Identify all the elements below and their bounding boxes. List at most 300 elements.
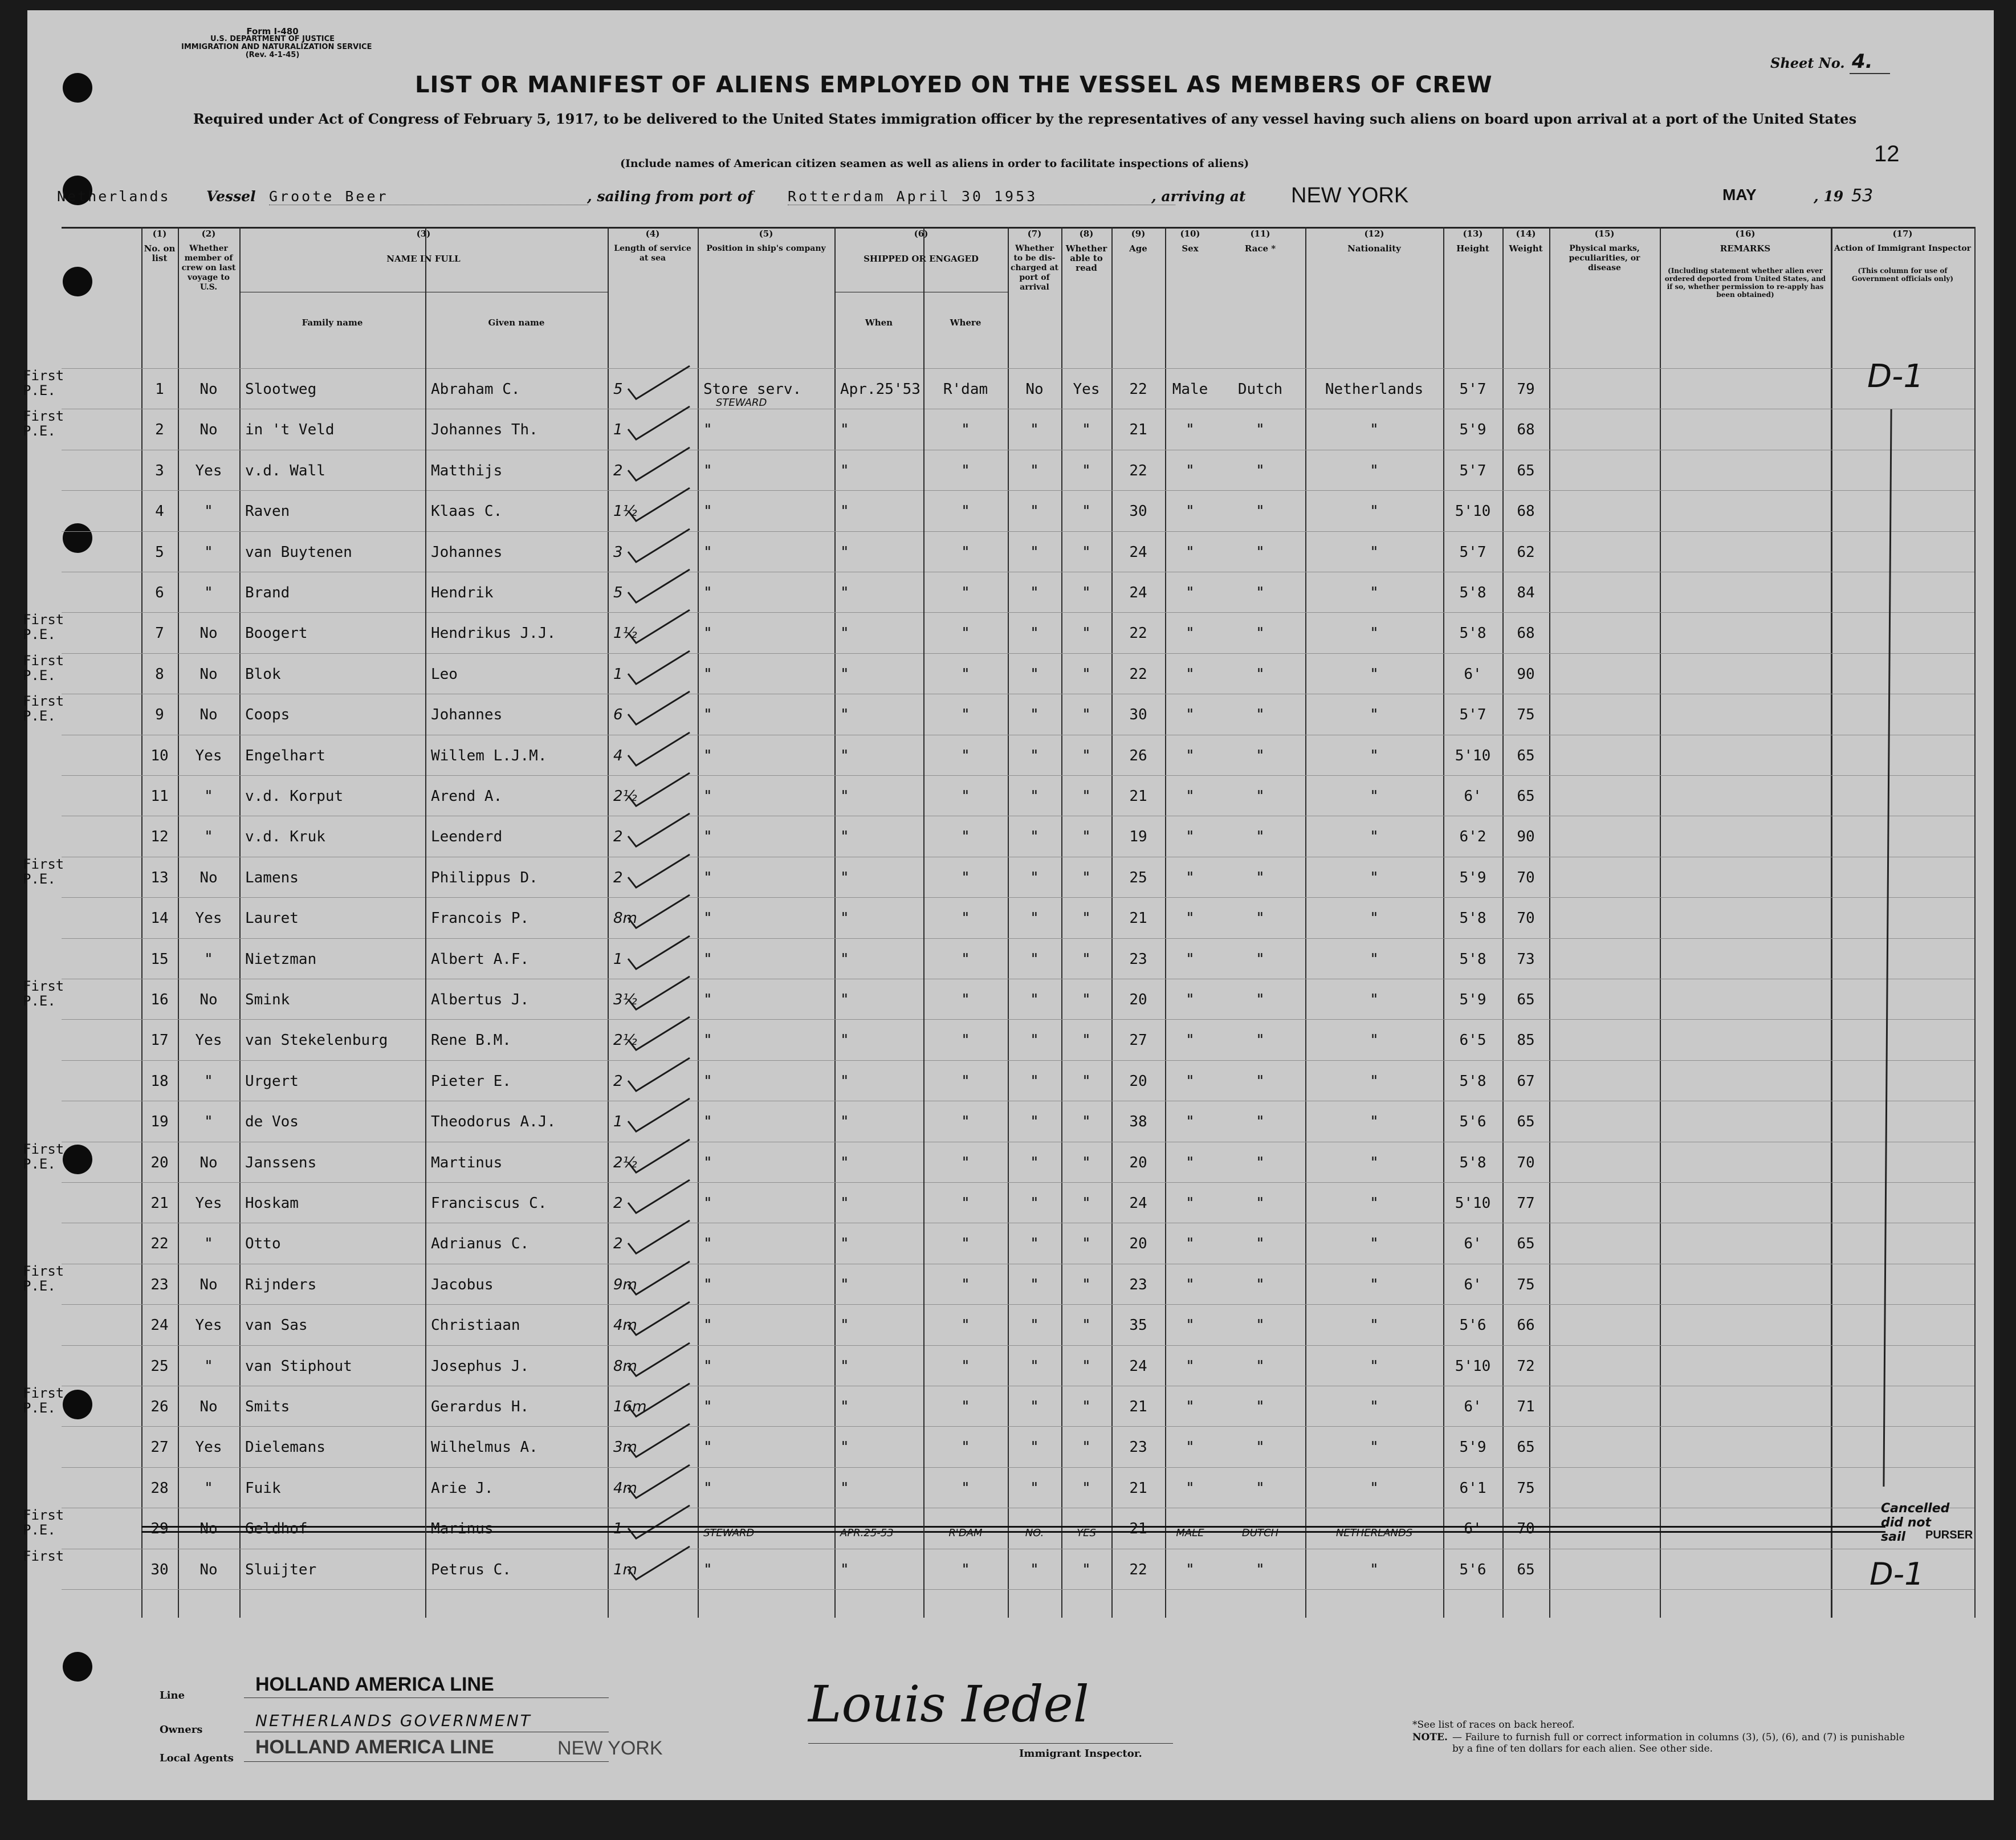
- cell-no: 9: [155, 706, 164, 724]
- cell-where: R'dam: [943, 381, 988, 398]
- column-number: (14): [1516, 229, 1536, 239]
- cell-nat: ": [1370, 421, 1379, 439]
- column-number: (4): [645, 229, 660, 239]
- cell-age: 22: [1129, 381, 1147, 398]
- cell-age: 23: [1129, 1439, 1147, 1456]
- cell-height: 5'9: [1459, 421, 1486, 439]
- cell-weight: 77: [1517, 1195, 1535, 1212]
- cell-height: 6': [1464, 1276, 1482, 1293]
- cell-family: Nietzman: [245, 950, 317, 968]
- check-mark-icon: [626, 852, 694, 892]
- column-header: Action of Immigrant Inspector: [1834, 244, 1972, 253]
- column-subnote: (Including statement whether alien ever ordered deported from United States, and if so, whether permission to re-apply has been obtained): [1664, 267, 1826, 299]
- agents-value: HOLLAND AMERICA LINE: [255, 1736, 494, 1758]
- cell-where: ": [961, 828, 970, 846]
- cell-sex: ": [1186, 462, 1195, 479]
- cell-age: 21: [1129, 421, 1147, 439]
- cell-when: ": [840, 828, 849, 846]
- cell-nat: ": [1370, 950, 1379, 968]
- column-header: Sex: [1182, 243, 1199, 254]
- cell-no: 1: [155, 381, 164, 398]
- form-service: IMMIGRATION AND NATURALIZATION SERVICE: [181, 43, 372, 51]
- cell-read: ": [1082, 747, 1091, 764]
- cell-height: 5'8: [1459, 1072, 1486, 1090]
- cell-where: ": [961, 910, 970, 927]
- agents-label: Local Agents: [160, 1752, 234, 1764]
- cell-where: ": [961, 1561, 970, 1578]
- cell-height: 5'9: [1459, 991, 1486, 1008]
- column-number: (12): [1364, 229, 1384, 239]
- cell-age: 24: [1129, 1195, 1147, 1212]
- cell-service: 2½: [613, 788, 637, 805]
- cell-given: Wilhelmus A.: [431, 1439, 538, 1456]
- check-mark-icon: [626, 1137, 694, 1177]
- cell-where: ": [961, 991, 970, 1008]
- cell-service: 2: [613, 1235, 623, 1253]
- cell-race: ": [1256, 1357, 1265, 1375]
- cell-nat: ": [1370, 1235, 1379, 1253]
- cell-sex: ": [1186, 1439, 1195, 1456]
- cell-family: Otto: [245, 1235, 281, 1253]
- cell-discharge: NO.: [1025, 1527, 1044, 1540]
- cell-discharge: ": [1030, 706, 1039, 724]
- column-header: SHIPPED OR ENGAGED: [864, 254, 979, 264]
- page-number: 12: [1874, 141, 1900, 166]
- cell-prev: No: [199, 665, 218, 683]
- cell-family: Blok: [245, 665, 281, 683]
- line-rule: [244, 1697, 609, 1698]
- row-rule: [62, 1589, 1974, 1590]
- check-mark-icon: [626, 1503, 694, 1543]
- cell-nat: ": [1370, 543, 1379, 561]
- row-rule: [62, 775, 1974, 776]
- cell-race: ": [1256, 747, 1265, 764]
- cell-prev: Yes: [195, 1439, 222, 1456]
- vessel-label: Vessel: [206, 188, 256, 205]
- cell-no: 22: [150, 1235, 169, 1253]
- cell-age: 22: [1129, 462, 1147, 479]
- cell-family: Brand: [245, 584, 290, 601]
- cell-where: ": [961, 462, 970, 479]
- cell-nat: ": [1370, 1317, 1379, 1334]
- check-mark-icon: [626, 404, 694, 444]
- cell-sex: ": [1186, 828, 1195, 846]
- arriving-label: , arriving at: [1151, 188, 1246, 205]
- check-mark-icon: [626, 608, 694, 648]
- margin-note: First P.E.: [23, 1141, 64, 1172]
- cell-prev: No: [199, 381, 218, 398]
- footer: [27, 1640, 1994, 1789]
- cell-position: ": [703, 747, 712, 764]
- cell-given: Adrianus C.: [431, 1235, 530, 1253]
- check-mark-icon: [626, 445, 694, 485]
- cell-when: ": [840, 543, 849, 561]
- cell-family: Slootweg: [245, 381, 317, 398]
- cell-weight: 70: [1517, 1520, 1535, 1538]
- form-department: U.S. DEPARTMENT OF JUSTICE: [210, 35, 335, 43]
- cell-read: ": [1082, 869, 1091, 886]
- cell-prev: No: [199, 706, 218, 724]
- cell-read: ": [1082, 625, 1091, 642]
- cell-weight: 85: [1517, 1032, 1535, 1049]
- cell-sex: ": [1186, 910, 1195, 927]
- cell-sex: ": [1186, 503, 1195, 520]
- check-mark-icon: [626, 689, 694, 729]
- margin-note: First P.E.: [23, 1507, 64, 1538]
- cell-age: 22: [1129, 1561, 1147, 1578]
- cell-weight: 65: [1517, 747, 1535, 764]
- departure-port: Rotterdam April 30 1953: [788, 188, 1175, 205]
- cell-sex: ": [1186, 1113, 1195, 1131]
- cell-prev: Yes: [195, 910, 222, 927]
- cell-where: ": [961, 421, 970, 439]
- cell-given: Johannes Th.: [431, 421, 538, 439]
- cell-family: van Buytenen: [245, 543, 352, 561]
- cell-race: ": [1256, 462, 1265, 479]
- cell-sex: ": [1186, 1276, 1195, 1293]
- cell-service: 1: [613, 950, 623, 968]
- cell-sex: ": [1186, 1398, 1195, 1415]
- cell-height: 5'9: [1459, 869, 1486, 886]
- cell-read: ": [1082, 828, 1091, 846]
- cell-prev: ": [204, 584, 213, 601]
- cell-no: 12: [150, 828, 169, 846]
- cell-no: 29: [150, 1520, 169, 1538]
- check-mark-icon: [626, 1015, 694, 1055]
- cell-no: 27: [150, 1439, 169, 1456]
- cell-given: Matthijs: [431, 462, 503, 479]
- column-number: (17): [1892, 229, 1913, 239]
- cell-when: ": [840, 747, 849, 764]
- cell-height: 5'10: [1455, 747, 1491, 764]
- cell-prev: No: [199, 1276, 218, 1293]
- cell-when: ": [840, 788, 849, 805]
- cell-where: ": [961, 503, 970, 520]
- cell-age: 19: [1129, 828, 1147, 846]
- cell-position: ": [703, 950, 712, 968]
- cell-race: ": [1256, 1398, 1265, 1415]
- cell-service: 6: [613, 706, 623, 724]
- column-header: Race *: [1244, 243, 1276, 254]
- cell-nat: ": [1370, 584, 1379, 601]
- cell-nat: ": [1370, 1072, 1379, 1090]
- cell-discharge: ": [1030, 1561, 1039, 1578]
- cell-prev: No: [199, 1520, 218, 1538]
- cell-race: ": [1256, 1439, 1265, 1456]
- cell-race: ": [1256, 1317, 1265, 1334]
- cell-family: Hoskam: [245, 1195, 299, 1212]
- cell-height: 5'7: [1459, 543, 1486, 561]
- races-note: *See list of races on back hereof.: [1412, 1719, 1575, 1731]
- action-mark-top: D-1: [1867, 358, 1924, 395]
- cell-height: 5'9: [1459, 1439, 1486, 1456]
- cell-nat: ": [1370, 1479, 1379, 1497]
- cell-age: 20: [1129, 1072, 1147, 1090]
- cell-sex: ": [1186, 869, 1195, 886]
- cell-height: 5'10: [1455, 503, 1491, 520]
- cell-where: ": [961, 543, 970, 561]
- cell-given: Pieter E.: [431, 1072, 511, 1090]
- cell-age: 23: [1129, 950, 1147, 968]
- cell-read: ": [1082, 543, 1091, 561]
- cell-family: in 't Veld: [245, 421, 335, 439]
- check-mark-icon: [626, 1300, 694, 1340]
- cell-where: ": [961, 584, 970, 601]
- cell-nat: ": [1370, 665, 1379, 683]
- cell-weight: 68: [1517, 625, 1535, 642]
- cell-service: 1: [613, 421, 623, 439]
- cell-prev: No: [199, 1398, 218, 1415]
- position-note: STEWARD: [716, 397, 767, 409]
- cell-weight: 71: [1517, 1398, 1535, 1415]
- cell-prev: ": [204, 543, 213, 561]
- cell-service: 2: [613, 1195, 623, 1212]
- cell-position: ": [703, 828, 712, 846]
- cell-race: ": [1256, 625, 1265, 642]
- cell-family: v.d. Wall: [245, 462, 325, 479]
- column-header: NAME IN FULL: [386, 254, 461, 264]
- cell-where: ": [961, 1235, 970, 1253]
- cell-read: ": [1082, 706, 1091, 724]
- cell-weight: 79: [1517, 381, 1535, 398]
- cell-age: 30: [1129, 706, 1147, 724]
- cell-where: R'DAM: [948, 1527, 983, 1540]
- cell-height: 6': [1464, 665, 1482, 683]
- cell-position: ": [703, 1113, 712, 1131]
- check-mark-icon: [626, 730, 694, 770]
- column-rule: [1549, 227, 1550, 1618]
- cell-age: 21: [1129, 1398, 1147, 1415]
- cell-no: 2: [155, 421, 164, 439]
- margin-note: First P.E.: [23, 368, 64, 398]
- margin-note: First P.E.: [23, 856, 64, 887]
- cell-age: 27: [1129, 1032, 1147, 1049]
- cell-service: 3½: [613, 991, 637, 1008]
- column-number: (5): [759, 229, 773, 239]
- cell-discharge: ": [1030, 1439, 1039, 1456]
- cell-service: 1m: [613, 1561, 637, 1578]
- cell-read: ": [1082, 1032, 1091, 1049]
- cell-where: ": [961, 1479, 970, 1497]
- line-label: Line: [160, 1690, 185, 1701]
- cell-service: 3m: [613, 1439, 637, 1456]
- cell-age: 30: [1129, 503, 1147, 520]
- cell-where: ": [961, 1439, 970, 1456]
- cell-weight: 62: [1517, 543, 1535, 561]
- cell-nat: ": [1370, 747, 1379, 764]
- column-header: No. on list: [144, 243, 176, 263]
- cell-discharge: ": [1030, 1113, 1039, 1131]
- cell-given: Jacobus: [431, 1276, 494, 1293]
- check-mark-icon: [626, 1544, 694, 1584]
- agents-city: NEW YORK: [557, 1737, 663, 1759]
- cell-family: Rijnders: [245, 1276, 317, 1293]
- cell-service: 1: [613, 1113, 623, 1131]
- cell-given: Klaas C.: [431, 503, 503, 520]
- cell-given: Albert A.F.: [431, 950, 530, 968]
- cell-prev: ": [204, 503, 213, 520]
- cell-where: ": [961, 1357, 970, 1375]
- cell-race: ": [1256, 910, 1265, 927]
- cell-when: ": [840, 584, 849, 601]
- cell-read: ": [1082, 991, 1091, 1008]
- check-mark-icon: [626, 1341, 694, 1381]
- cell-family: Dielemans: [245, 1439, 325, 1456]
- cell-weight: 72: [1517, 1357, 1535, 1375]
- column-subnote: (This column for use of Government officials only): [1851, 267, 1954, 283]
- cell-age: 21: [1129, 1520, 1147, 1538]
- owners-label: Owners: [160, 1724, 203, 1736]
- cell-weight: 65: [1517, 1113, 1535, 1131]
- cell-race: ": [1256, 788, 1265, 805]
- cell-family: Lauret: [245, 910, 299, 927]
- cell-weight: 75: [1517, 706, 1535, 724]
- cell-family: Coops: [245, 706, 290, 724]
- cell-where: ": [961, 1032, 970, 1049]
- form-number: Form I-480: [246, 26, 299, 36]
- cell-position: ": [703, 1398, 712, 1415]
- cell-weight: 65: [1517, 788, 1535, 805]
- check-mark-icon: [626, 893, 694, 933]
- cell-position: ": [703, 665, 712, 683]
- column-rule: [1974, 227, 1976, 1618]
- cell-family: Sluijter: [245, 1561, 317, 1578]
- cell-prev: ": [204, 828, 213, 846]
- cell-no: 19: [150, 1113, 169, 1131]
- row-rule: [62, 1467, 1974, 1468]
- cell-discharge: ": [1030, 1398, 1039, 1415]
- cell-prev: No: [199, 869, 218, 886]
- cell-position: ": [703, 503, 712, 520]
- cell-weight: 65: [1517, 1235, 1535, 1253]
- row-rule: [62, 897, 1974, 898]
- cell-race: ": [1256, 503, 1265, 520]
- cell-age: 23: [1129, 1276, 1147, 1293]
- cell-nat: ": [1370, 788, 1379, 805]
- cell-age: 20: [1129, 991, 1147, 1008]
- cell-position: ": [703, 1072, 712, 1090]
- cell-no: 28: [150, 1479, 169, 1497]
- cell-service: 1½: [613, 503, 637, 520]
- cell-sex: ": [1186, 706, 1195, 724]
- cell-no: 18: [150, 1072, 169, 1090]
- margin-note: First P.E.: [23, 978, 64, 1009]
- cell-height: 6': [1464, 1235, 1482, 1253]
- cell-nat: ": [1370, 991, 1379, 1008]
- cell-when: ": [840, 1032, 849, 1049]
- cell-position: ": [703, 1154, 712, 1171]
- cell-position: ": [703, 788, 712, 805]
- cell-read: YES: [1077, 1527, 1096, 1540]
- cell-race: ": [1256, 1195, 1265, 1212]
- cell-service: 5: [613, 381, 623, 398]
- column-number: (2): [201, 229, 216, 239]
- cell-read: ": [1082, 584, 1091, 601]
- row-rule: [62, 1182, 1974, 1183]
- cell-read: ": [1082, 665, 1091, 683]
- cell-family: Raven: [245, 503, 290, 520]
- cell-sex: ": [1186, 1561, 1195, 1578]
- cell-sex: ": [1186, 1317, 1195, 1334]
- cell-nat: ": [1370, 1561, 1379, 1578]
- cell-prev: No: [199, 991, 218, 1008]
- cell-read: Yes: [1073, 381, 1100, 398]
- margin-note: First: [23, 1548, 64, 1564]
- cell-when: ": [840, 950, 849, 968]
- year-label: , 19: [1814, 188, 1844, 205]
- cell-prev: Yes: [195, 1032, 222, 1049]
- column-header: Weight: [1509, 243, 1543, 254]
- cell-service: 1: [613, 1520, 623, 1538]
- cell-no: 4: [155, 503, 164, 520]
- cell-given: Hendrik: [431, 584, 494, 601]
- cell-when: ": [840, 503, 849, 520]
- cell-prev: ": [204, 1479, 213, 1497]
- cell-position: ": [703, 421, 712, 439]
- column-header: REMARKS: [1720, 243, 1771, 254]
- column-header: Nationality: [1347, 243, 1401, 254]
- cell-service: 2: [613, 869, 623, 886]
- cell-prev: ": [204, 1357, 213, 1375]
- cell-age: 20: [1129, 1235, 1147, 1253]
- column-number: (15): [1594, 229, 1615, 239]
- cell-prev: ": [204, 1113, 213, 1131]
- cell-nat: ": [1370, 462, 1379, 479]
- cell-given: Marinus: [431, 1520, 494, 1538]
- cell-position: ": [703, 1479, 712, 1497]
- cell-given: Johannes: [431, 706, 503, 724]
- cell-sex: ": [1186, 1154, 1195, 1171]
- cell-height: 5'8: [1459, 584, 1486, 601]
- cell-when: ": [840, 421, 849, 439]
- vessel-flag: Netherlands: [57, 188, 170, 205]
- check-mark-icon: [626, 567, 694, 607]
- cell-where: ": [961, 1276, 970, 1293]
- cell-no: 11: [150, 788, 169, 805]
- cell-height: 6'2: [1459, 828, 1486, 846]
- cell-when: ": [840, 1235, 849, 1253]
- cell-prev: ": [204, 788, 213, 805]
- cell-no: 21: [150, 1195, 169, 1212]
- check-mark-icon: [626, 771, 694, 811]
- cell-when: ": [840, 991, 849, 1008]
- cell-where: ": [961, 625, 970, 642]
- cell-nat: ": [1370, 1113, 1379, 1131]
- cell-discharge: ": [1030, 747, 1039, 764]
- cell-position: Store serv.: [703, 381, 802, 398]
- cell-discharge: ": [1030, 828, 1039, 846]
- cell-no: 13: [150, 869, 169, 886]
- cell-prev: Yes: [195, 462, 222, 479]
- cell-family: Urgert: [245, 1072, 299, 1090]
- cell-sex: ": [1186, 991, 1195, 1008]
- cell-read: ": [1082, 462, 1091, 479]
- margin-note: First P.E.: [23, 612, 64, 643]
- cell-given: Arend A.: [431, 788, 503, 805]
- cell-race: ": [1256, 1072, 1265, 1090]
- cell-nat: NETHERLANDS: [1335, 1527, 1413, 1540]
- form-id-block: [181, 26, 372, 59]
- cell-height: 5'6: [1459, 1113, 1486, 1131]
- check-mark-icon: [626, 364, 694, 404]
- cell-where: ": [961, 1113, 970, 1131]
- cell-age: 22: [1129, 665, 1147, 683]
- cell-sex: ": [1186, 747, 1195, 764]
- column-number: (7): [1027, 229, 1042, 239]
- cell-when: ": [840, 706, 849, 724]
- cell-prev: ": [204, 950, 213, 968]
- cell-race: ": [1256, 1113, 1265, 1131]
